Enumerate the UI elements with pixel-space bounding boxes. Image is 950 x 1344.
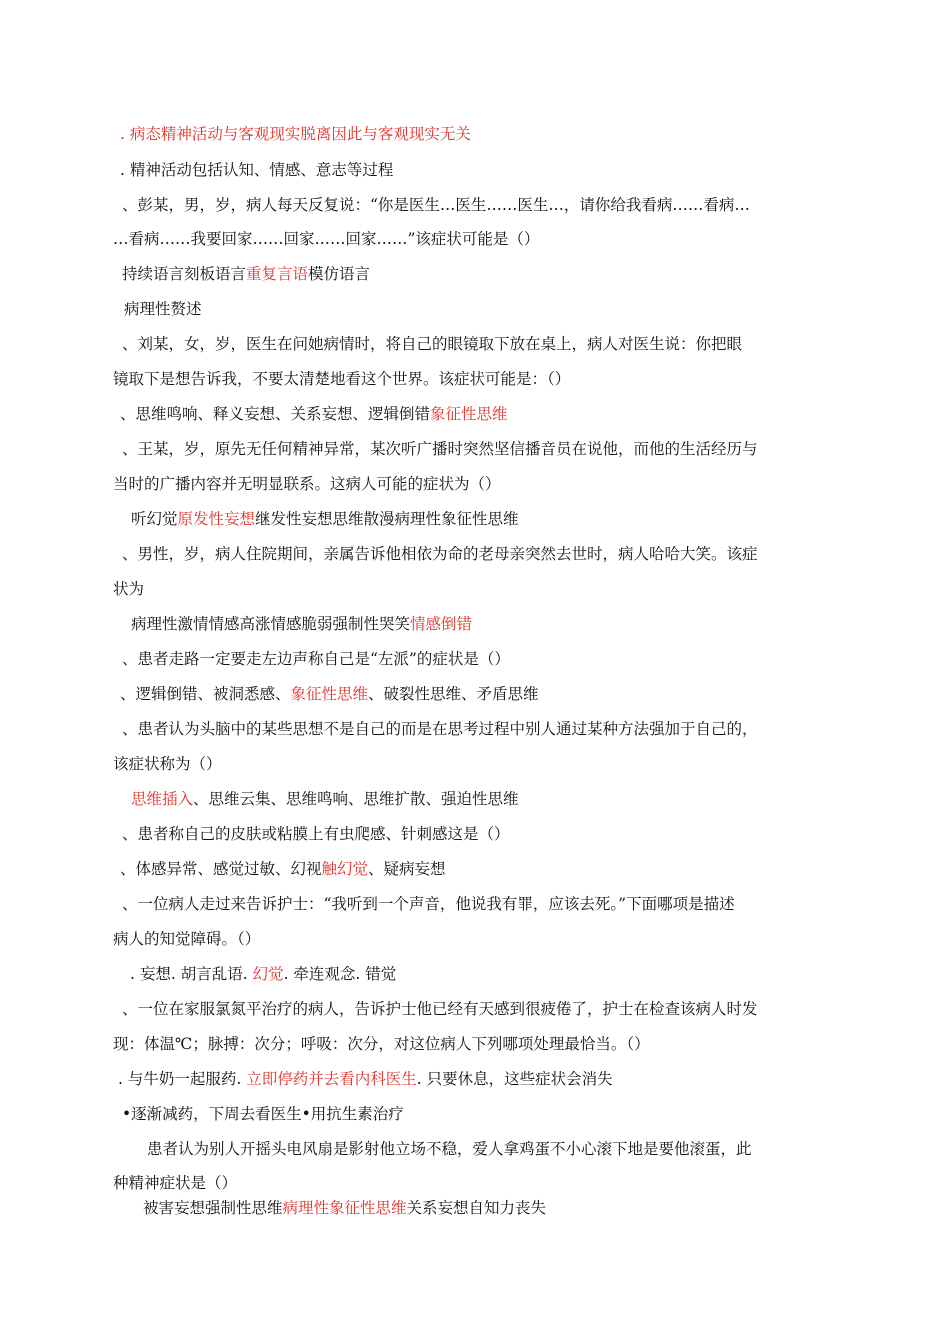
text-segment: 关系妄想自知力丧失 <box>406 1199 547 1217</box>
text-segment: …看病……我要回家……回家……回家……”该症状可能是（） <box>113 230 540 248</box>
text-line <box>122 894 735 914</box>
text-line <box>113 229 539 249</box>
text-segment: 、逻辑倒错、被洞悉感、 <box>120 685 291 703</box>
text-line <box>122 824 510 844</box>
text-segment: 、刘某，女，岁，医生在问她病情时，将自己的眼镜取下放在桌上，病人对医生说：你把眼 <box>122 335 743 353</box>
text-line <box>122 195 750 215</box>
text-segment: . 牵连观念. 错觉 <box>283 965 397 983</box>
text-line <box>122 719 758 739</box>
text-line <box>120 124 471 144</box>
answer-highlight: 思维插入 <box>131 790 194 808</box>
text-line <box>113 579 144 599</box>
text-segment: •逐渐减药，下周去看医生•用抗生素治疗 <box>122 1105 404 1123</box>
text-line <box>130 964 396 984</box>
text-line <box>120 684 539 704</box>
text-segment: 当时的广播内容并无明显联系。这病人可能的症状为（） <box>113 475 501 493</box>
text-line <box>113 1034 650 1054</box>
text-line <box>120 404 508 424</box>
text-line <box>122 544 758 564</box>
answer-highlight: 幻觉 <box>252 965 284 983</box>
text-segment: 持续语言刻板语言 <box>122 265 247 283</box>
answer-highlight: 重复言语 <box>246 265 309 283</box>
text-segment: 病人的知觉障碍。（） <box>113 930 261 948</box>
text-segment: . 妄想. 胡言乱语. <box>130 965 253 983</box>
text-segment: 镜取下是想告诉我，不要太清楚地看这个世界。该症状可能是：（） <box>113 370 571 388</box>
text-line <box>113 369 570 389</box>
text-segment: . 与牛奶一起服药. <box>118 1070 247 1088</box>
text-segment: 种精神症状是（） <box>113 1174 238 1192</box>
text-segment: 、患者走路一定要走左边声称自己是“左派”的症状是（） <box>122 650 510 668</box>
answer-highlight: 原发性妄想 <box>177 510 256 528</box>
text-segment: . 精神活动包括认知、情感、意志等过程 <box>120 161 394 179</box>
text-segment: 、思维云集、思维鸣响、思维扩散、强迫性思维 <box>193 790 519 808</box>
text-line <box>122 439 758 459</box>
text-segment: 继发性妄想思维散漫病理性象征性思维 <box>255 510 519 528</box>
text-line <box>124 299 202 319</box>
text-segment: 模仿语言 <box>308 265 371 283</box>
text-line <box>113 754 222 774</box>
text-segment: 现：体温℃；脉搏：次分；呼吸：次分，对这位病人下列哪项处理最恰当。（） <box>113 1035 650 1053</box>
text-segment: 、破裂性思维、矛盾思维 <box>368 685 539 703</box>
text-segment: 、思维鸣响、释义妄想、关系妄想、逻辑倒错 <box>120 405 431 423</box>
text-segment: 、患者称自己的皮肤或粘膜上有虫爬感、针刺感这是（） <box>122 825 510 843</box>
text-segment: 状为 <box>113 580 145 598</box>
text-segment: 、王某，岁，原先无任何精神异常，某次听广播时突然坚信播音员在说他，而他的生活经历与 <box>122 440 758 458</box>
text-line <box>113 1173 237 1193</box>
text-line <box>118 1069 613 1089</box>
text-line <box>131 509 519 529</box>
answer-highlight: 病理性象征性思维 <box>282 1199 407 1217</box>
text-segment: 、一位在家服氯氮平治疗的病人，告诉护士他已经有天感到很疲倦了，护士在检查该病人时发 <box>122 1000 758 1018</box>
text-segment: 被害妄想强制性思维 <box>143 1199 283 1217</box>
answer-highlight: 象征性思维 <box>430 405 508 423</box>
answer-highlight: 象征性思维 <box>290 685 369 703</box>
text-line <box>120 859 446 879</box>
text-segment: 、患者认为头脑中的某些思想不是自己的而是在思考过程中别人通过某种方法强加于自己的， <box>122 720 758 738</box>
text-line <box>122 999 758 1019</box>
text-segment: 、疑病妄想 <box>368 860 446 878</box>
text-segment: 、男性，岁，病人住院期间，亲属告诉他相依为命的老母亲突然去世时，病人哈哈大笑。该症 <box>122 545 758 563</box>
text-segment: . 只要休息，这些症状会消失 <box>416 1070 613 1088</box>
text-segment: 患者认为别人开摇头电风扇是影射他立场不稳，爱人拿鸡蛋不小心滚下地是要他滚蛋，此 <box>147 1140 752 1158</box>
text-line <box>113 474 501 494</box>
text-segment: 听幻觉 <box>131 510 178 528</box>
text-segment: 该症状称为（） <box>113 755 222 773</box>
text-line <box>143 1198 546 1218</box>
answer-highlight: 立即停药并去看内科医生 <box>246 1070 417 1088</box>
text-line <box>120 160 393 180</box>
text-line <box>122 649 510 669</box>
answer-highlight: . 病态精神活动与客观现实脱离因此与客观现实无关 <box>120 125 471 143</box>
answer-highlight: 情感倒错 <box>410 615 473 633</box>
answer-highlight: 触幻觉 <box>321 860 369 878</box>
text-line <box>131 789 519 809</box>
text-segment: 、彭某，男，岁，病人每天反复说：“你是医生…医生……医生…，请你给我看病……看病… <box>122 196 750 214</box>
text-segment: 、一位病人走过来告诉护士：“我听到一个声音，他说我有罪，应该去死。”下面哪项是描述 <box>122 895 735 913</box>
text-segment: 、体感异常、感觉过敏、幻视 <box>120 860 322 878</box>
text-line <box>122 1104 404 1124</box>
text-line <box>131 614 472 634</box>
text-segment: 病理性激情情感高涨情感脆弱强制性哭笑 <box>131 615 411 633</box>
text-line <box>122 264 370 284</box>
text-line <box>113 929 260 949</box>
text-line <box>147 1139 752 1159</box>
text-line <box>122 334 742 354</box>
text-segment: 病理性赘述 <box>124 300 202 318</box>
